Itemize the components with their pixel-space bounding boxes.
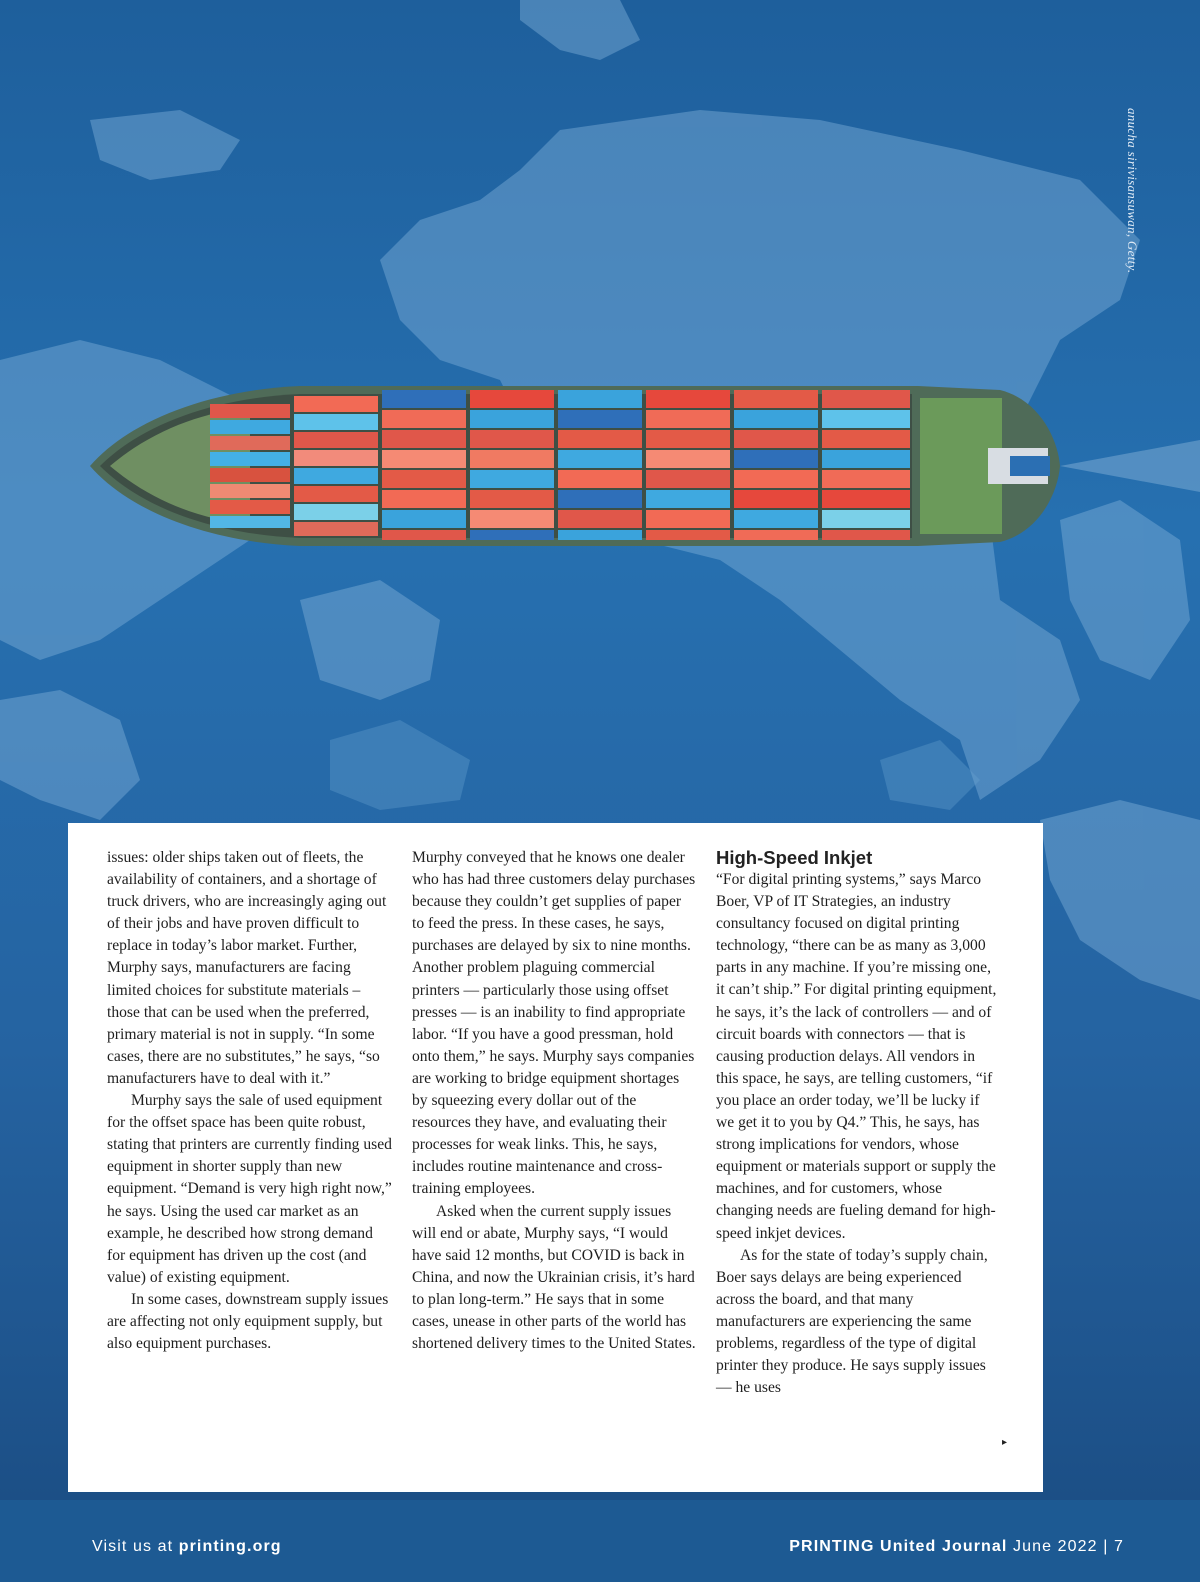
- paragraph: Asked when the current supply issues will end or abate, Murphy says, “I would have said 12 months, but COVID is back in China, and now the Ukrainian crisis, it’s hard to plan long-term.” He says that in some cases, unease in other parts of the world has shortened delivery times to the United States.: [412, 1202, 696, 1353]
- footer-folio: [789, 1538, 1124, 1556]
- footer-visit-label: Visit us at: [92, 1538, 179, 1555]
- issue-and-page: June 2022 | 7: [1007, 1538, 1124, 1555]
- paragraph: “For digital printing systems,” says Marco Boer, VP of IT Strategies, an industry consultancy focused on digital printing technology, “there can be as many as 3,000 parts in any machine. If you’re missing one, it can’t ship.” For digital printing equipment, he says, it’s the lack of controllers — and of circuit boards with connectors — that is causing production delays. All vendors in this space, he says, are telling customers, “if you place an order today, we’ll be lucky if we get it to you by Q4.” This, he says, has strong implications for vendors, whose equipment or materials support or supply the machines, and for customers, whose changing needs are fueling demand for high-speed inkjet devices.: [716, 871, 997, 1242]
- paragraph: Murphy says the sale of used equipment for the offset space has been quite robust, stating that printers are currently finding used equipment in shorter supply than new equipment. “Demand is very high right now,” he says. Using the used car market as an example, he described how strong demand for equipment has driven up the cost (and value) of existing equipment.: [107, 1092, 392, 1286]
- paragraph: In some cases, downstream supply issues are affecting not only equipment supply, but also equipment purchases.: [107, 1290, 389, 1353]
- footer-website: [92, 1538, 282, 1556]
- article-column-2: [412, 847, 697, 1355]
- article-column-1: [107, 847, 392, 1355]
- paragraph: As for the state of today’s supply chain, Boer says delays are being experienced across the board, and that many manufacturers are experiencing the same problems, regardless of the type of digital printer they produce. He says supply issues — he uses: [716, 1246, 988, 1397]
- publication-name: PRINTING United Journal: [789, 1538, 1008, 1555]
- paragraph: Murphy conveyed that he knows one dealer who has had three customers delay purchases because they couldn’t get supplies of paper to feed the press. In these cases, he says, purchases are delayed by six to nine months. Another problem plaguing commercial printers — particularly those using offset presses — is an inability to find appropriate labor. “If you have a good pressman, hold onto them,” he says. Murphy says companies are working to bridge equipment shortages by squeezing every dollar out of the resources they have, and evaluating their processes for weak links. This, he says, includes routine maintenance and cross-training employees.: [412, 849, 696, 1198]
- page-footer: [0, 1530, 1200, 1582]
- section-subhead: High-Speed Inkjet: [716, 847, 873, 868]
- continue-arrow-icon: ▸: [1001, 1437, 1007, 1448]
- footer-website-link[interactable]: printing.org: [178, 1538, 282, 1555]
- article-body: [68, 823, 1043, 1492]
- photo-credit: anucha sirivisansuwan, Getty.: [1125, 108, 1140, 274]
- paragraph: issues: older ships taken out of fleets, the availability of containers, and a shortage of truck drivers, who are increasingly aging out of their jobs and have proven difficult to replace in today’s labor market. Further, Murphy says, manufacturers are facing limited choices for substitute materials – those that can be used when the preferred, primary material is not in supply. “In some cases, there are no substitutes,” he says, “so manufacturers have to deal with it.”: [107, 849, 387, 1087]
- article-column-3: [716, 847, 1001, 1399]
